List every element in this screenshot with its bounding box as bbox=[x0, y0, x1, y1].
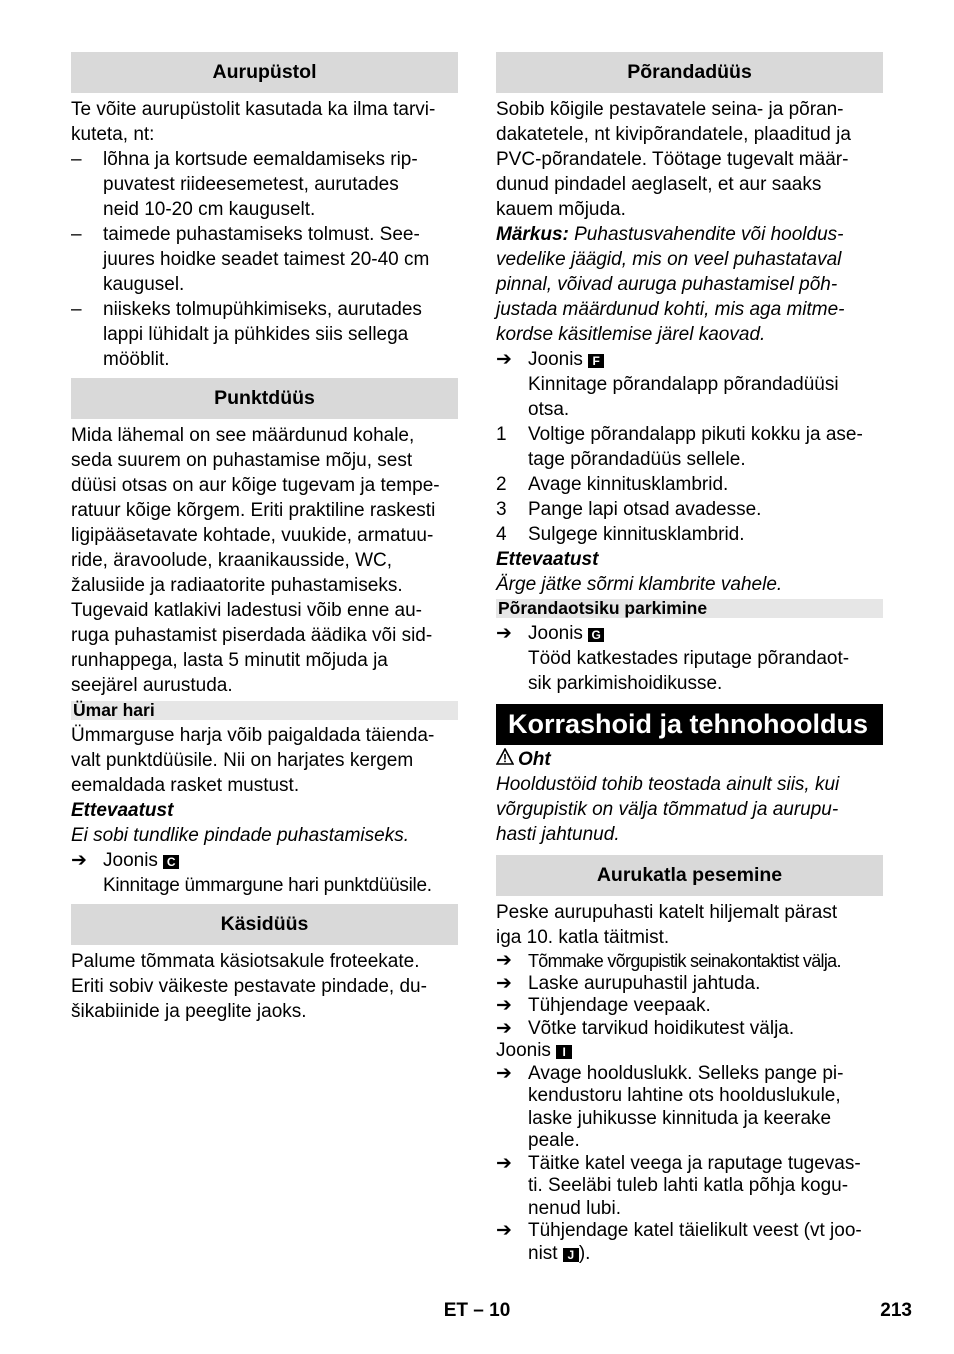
list-line: puvatest riideesemetest, aurutades bbox=[103, 174, 399, 195]
arrow-icon: ➔ bbox=[496, 995, 512, 1016]
section-heading-punktduus: Punktdüüs bbox=[71, 378, 458, 419]
bullet-item bbox=[496, 1153, 883, 1221]
dash-marker: – bbox=[71, 299, 82, 320]
step-text: Avage kinnitusklambrid. bbox=[528, 474, 729, 495]
figure-reference bbox=[496, 1040, 883, 1063]
paragraph-line: PVC-põrandatele. Töötage tugevalt määr- bbox=[496, 149, 849, 170]
paragraph-line: ride, äravoolude, kraanikausside, WC, bbox=[71, 550, 393, 571]
step-number: 2 bbox=[496, 474, 507, 495]
figure-label: Joonis bbox=[496, 1040, 551, 1061]
numbered-step bbox=[496, 472, 883, 497]
list-line: taimede puhastamiseks tolmust. See- bbox=[103, 224, 420, 245]
figure-label: Joonis bbox=[103, 850, 158, 871]
note-line bbox=[496, 222, 883, 247]
paragraph-line: valt punktdüüsile. Nii on harjates kergem bbox=[71, 750, 414, 771]
bullet-item bbox=[496, 973, 883, 996]
note-text: justada määrdunud kohti, mis aga mitme- bbox=[496, 299, 845, 320]
note-label: Märkus: bbox=[496, 224, 569, 245]
paragraph-line: Tugevaid katlakivi ladestusi võib enne au- bbox=[71, 600, 422, 621]
bullet-text: ). bbox=[578, 1242, 591, 1264]
list-line: kaugusel. bbox=[103, 274, 185, 295]
bullet-item bbox=[496, 1220, 883, 1265]
arrow-icon: ➔ bbox=[496, 623, 512, 644]
paragraph-line: Te võite aurupüstolit kasutada ka ilma tarvi- bbox=[71, 99, 436, 120]
paragraph-line: eemaldada rasket mustust. bbox=[71, 775, 300, 796]
list-item bbox=[71, 297, 458, 372]
list-line: lappi lühidalt ja pühkides siis sellega bbox=[103, 324, 409, 345]
figure-reference bbox=[71, 848, 458, 898]
step-text: Pange lapi otsad avadesse. bbox=[528, 499, 762, 520]
danger-text: võrgupistik on välja tõmmatud ja aurupu- bbox=[496, 799, 839, 820]
bullet-text: nist bbox=[528, 1242, 558, 1264]
paragraph-line: žalusiide ja radiaatorite puhastamiseks. bbox=[71, 575, 403, 596]
note-text: kordse käsitlemise järel kaovad. bbox=[496, 324, 766, 345]
arrow-icon: ➔ bbox=[496, 349, 512, 370]
bullet-item bbox=[496, 950, 883, 973]
list-line: lõhna ja kortsude eemaldamiseks rip- bbox=[103, 149, 418, 170]
list-line: mööblit. bbox=[103, 349, 170, 370]
bullet-text: Laske aurupuhastil jahtuda. bbox=[528, 972, 761, 994]
subheading-parkimine: Põrandaotsiku parkimine bbox=[496, 599, 883, 618]
bullet-text: Tühjendage veepaak. bbox=[528, 995, 711, 1016]
bullet-text: peale. bbox=[528, 1130, 580, 1151]
section-heading-kasiduus: Käsidüüs bbox=[71, 904, 458, 945]
paragraph-line: düüsi otsas on aur kõige tugevam ja tempe- bbox=[71, 475, 440, 496]
danger-heading bbox=[496, 747, 883, 772]
caution-text: Ärge jätke sõrmi klambrite vahele. bbox=[496, 574, 783, 595]
caution-text: Ei sobi tundlike pindade puhastamiseks. bbox=[71, 825, 409, 846]
dash-marker: – bbox=[71, 224, 82, 245]
paragraph-line: kuteta, nt: bbox=[71, 124, 155, 145]
note-text: Puhastusvahendite või hooldus- bbox=[568, 224, 844, 245]
section-heading-aurupustol: Aurupüstol bbox=[71, 52, 458, 93]
numbered-step bbox=[496, 522, 883, 547]
arrow-icon: ➔ bbox=[496, 1062, 512, 1084]
instruction-text: Kinnitage ümmargune hari punktdüüsile. bbox=[103, 875, 432, 896]
step-text: Sulgege kinnitusklambrid. bbox=[528, 524, 745, 545]
note-text: vedelike jäägid, mis on veel puhastataval bbox=[496, 249, 842, 270]
subheading-umar-hari: Ümar hari bbox=[71, 701, 458, 720]
arrow-icon: ➔ bbox=[496, 1220, 512, 1241]
paragraph-line: runhappega, lasta 5 minutit mõjuda ja bbox=[71, 650, 388, 671]
figure-letter-badge: I bbox=[556, 1045, 572, 1059]
bullet-text: Tõmmake võrgupistik seinakontaktist välja. bbox=[528, 951, 841, 971]
paragraph-line: Palume tõmmata käsiotsakule froteekate. bbox=[71, 951, 420, 972]
section-heading-porandaduus: Põrandadüüs bbox=[496, 52, 883, 93]
bullet-text: ti. Seeläbi tuleb lahti katla põhja kogu- bbox=[528, 1175, 849, 1196]
step-number: 4 bbox=[496, 524, 507, 545]
list-line: juures hoidke seadet taimest 20-40 cm bbox=[103, 249, 430, 270]
numbered-step bbox=[496, 422, 883, 472]
figure-letter-badge: J bbox=[563, 1248, 579, 1262]
arrow-icon: ➔ bbox=[496, 950, 512, 971]
figure-reference bbox=[496, 621, 883, 696]
danger-label: Oht bbox=[518, 749, 551, 770]
left-column bbox=[71, 52, 458, 1024]
paragraph-line: dunud pindadel aeglaselt, et aur saaks bbox=[496, 174, 822, 195]
paragraph-line: ligipääsetavate kohtade, vuukide, armatuu- bbox=[71, 525, 434, 546]
figure-label: Joonis bbox=[528, 623, 583, 644]
warning-triangle-icon bbox=[496, 747, 518, 772]
paragraph-line: Ümmarguse harja võib paigaldada täienda- bbox=[71, 725, 435, 746]
instruction-text: sik parkimishoidikusse. bbox=[528, 673, 723, 694]
numbered-step bbox=[496, 497, 883, 522]
bullet-text: kendustoru lahtine ots hoolduslukule, bbox=[528, 1085, 841, 1106]
instruction-text: Tööd katkestades riputage põrandaot- bbox=[528, 648, 850, 669]
paragraph-line: seejärel aurustuda. bbox=[71, 675, 233, 696]
footer-page-number: 213 bbox=[880, 1300, 912, 1321]
danger-text: hasti jahtunud. bbox=[496, 824, 620, 845]
bullet-text: laske juhikusse kinnituda ja keerake bbox=[528, 1107, 832, 1129]
section-heading-aurukatla: Aurukatla pesemine bbox=[496, 855, 883, 896]
paragraph-line: iga 10. katla täitmist. bbox=[496, 927, 670, 948]
arrow-icon: ➔ bbox=[71, 850, 87, 871]
bullet-text: Tühjendage katel täielikult veest (vt joo- bbox=[528, 1220, 862, 1241]
list-item bbox=[71, 222, 458, 297]
figure-label: Joonis bbox=[528, 349, 583, 370]
paragraph-line: kauem mõjuda. bbox=[496, 199, 626, 220]
paragraph-line: dakatetele, nt kivipõrandatele, plaaditud ja bbox=[496, 124, 851, 145]
bullet-text: nenud lubi. bbox=[528, 1197, 621, 1219]
footer-page-label: ET – 10 bbox=[443, 1300, 511, 1321]
bullet-text: Võtke tarvikud hoidikutest välja. bbox=[528, 1017, 795, 1039]
paragraph-line: seda suurem on puhastamise mõju, sest bbox=[71, 450, 413, 471]
step-text: tage põrandadüüs sellele. bbox=[528, 449, 746, 470]
bullet-text: Täitke katel veega ja raputage tugevas- bbox=[528, 1152, 861, 1174]
bullet-item bbox=[496, 995, 883, 1018]
danger-text: Hooldustöid tohib teostada ainult siis, kui bbox=[496, 774, 840, 795]
paragraph-line: Peske aurupuhasti katelt hiljemalt pärast bbox=[496, 902, 838, 923]
step-number: 3 bbox=[496, 499, 507, 520]
instruction-text: otsa. bbox=[528, 399, 570, 420]
list-line: neid 10-20 cm kauguselt. bbox=[103, 199, 316, 220]
bullet-item bbox=[496, 1063, 883, 1153]
caution-label: Ettevaatust bbox=[71, 800, 174, 821]
step-number: 1 bbox=[496, 424, 507, 445]
paragraph-line: ruga puhastamist piserdada äädika või sid- bbox=[71, 625, 433, 646]
punktduus-body bbox=[71, 423, 458, 698]
list-item bbox=[71, 147, 458, 222]
paragraph-line: Mida lähemal on see määrdunud kohale, bbox=[71, 425, 415, 446]
bullet-text: Avage hoolduslukk. Selleks pange pi- bbox=[528, 1062, 844, 1084]
arrow-icon: ➔ bbox=[496, 1017, 512, 1039]
dash-marker: – bbox=[71, 149, 82, 170]
paragraph-line: Eriti sobiv väikeste pestavate pindade, du- bbox=[71, 976, 427, 997]
paragraph-line: ratuur kõige kõrgem. Eriti praktiline raskesti bbox=[71, 500, 436, 521]
right-column bbox=[496, 52, 883, 1265]
figure-letter-badge: C bbox=[163, 855, 179, 869]
chapter-heading: Korrashoid ja tehnohooldus bbox=[496, 704, 883, 745]
list-line: niiskeks tolmupühkimiseks, aurutades bbox=[103, 299, 422, 320]
caution-label: Ettevaatust bbox=[496, 549, 599, 570]
figure-letter-badge: F bbox=[588, 354, 604, 368]
note-text: pinnal, võivad auruga puhastamisel põh- bbox=[496, 274, 838, 295]
arrow-icon: ➔ bbox=[496, 972, 512, 994]
figure-reference bbox=[496, 347, 883, 422]
arrow-icon: ➔ bbox=[496, 1152, 512, 1174]
bullet-item bbox=[496, 1018, 883, 1041]
instruction-text: Kinnitage põrandalapp põrandadüüsi bbox=[528, 374, 839, 395]
figure-letter-badge: G bbox=[588, 628, 604, 642]
paragraph-line: šikabiinide ja peeglite jaoks. bbox=[71, 1001, 307, 1022]
paragraph-line: Sobib kõigile pestavatele seina- ja põran- bbox=[496, 99, 844, 120]
step-text: Voltige põrandalapp pikuti kokku ja ase- bbox=[528, 424, 863, 445]
